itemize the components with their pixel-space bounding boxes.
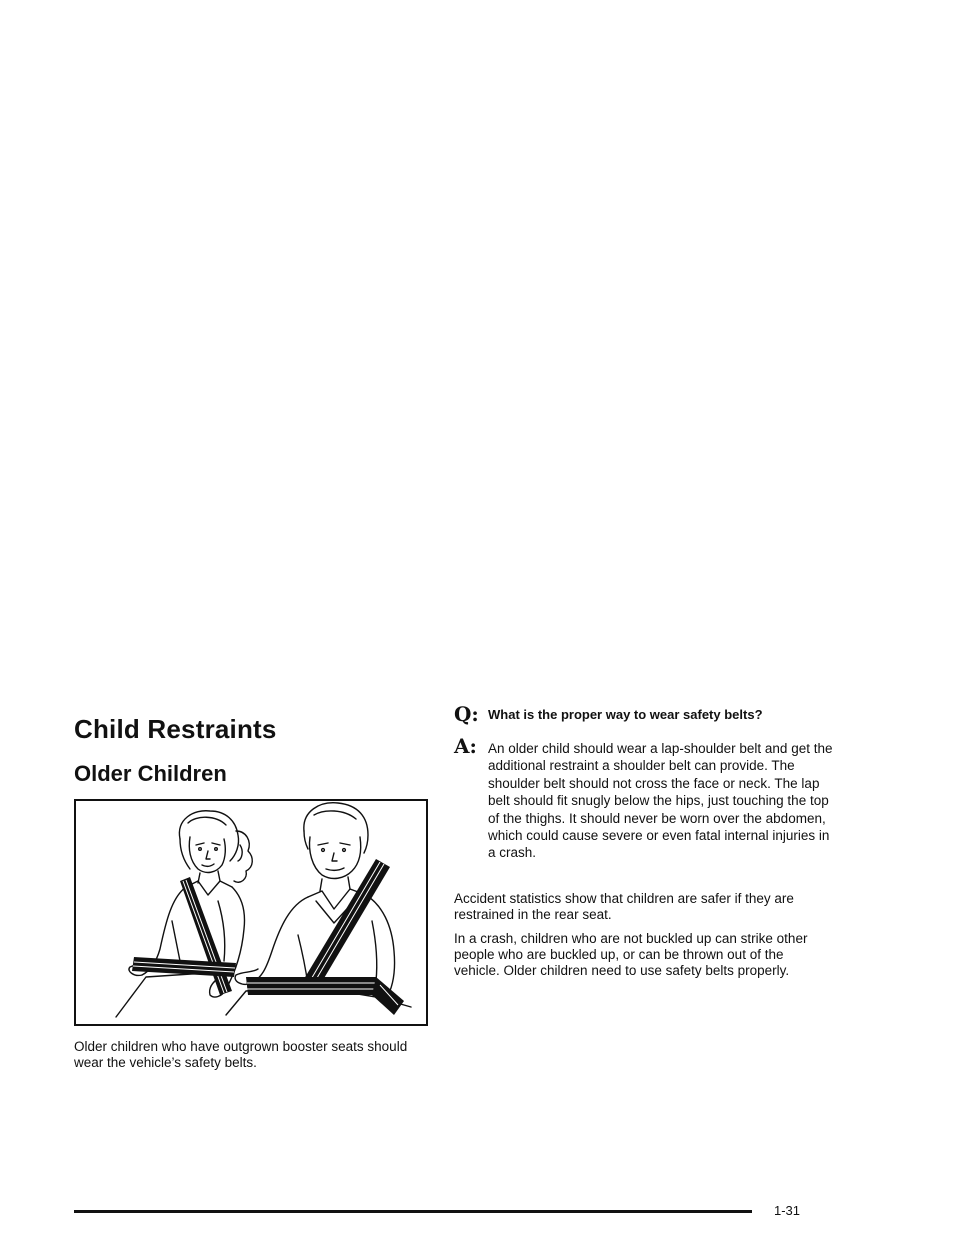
boy-hair — [304, 831, 308, 849]
boy-eye — [322, 849, 325, 852]
paragraph-crash-risk: In a crash, children who are not buckled up can strike other people who are buckled up, or can be thrown out of the vehicle. Older children need to use safety belts properly. — [454, 931, 808, 978]
illustration-drawing — [76, 801, 426, 1024]
girl-nose — [206, 851, 210, 859]
boy-nose — [332, 853, 337, 861]
girl-eyebrows — [196, 843, 220, 845]
girl-eye — [215, 848, 218, 851]
boy-eye — [343, 849, 346, 852]
page-number: 1-31 — [774, 1203, 801, 1218]
paragraph-accident-statistics: Accident statistics show that children are safer if they are restrained in the rear seat. — [454, 891, 794, 922]
boy-lap-belt — [246, 977, 404, 1015]
question-marker: Q: — [454, 702, 479, 726]
girl-eye — [199, 848, 202, 851]
girl-ponytail — [234, 831, 252, 882]
girl-hair — [180, 839, 190, 869]
boy-hair — [304, 803, 368, 853]
subsection-title: Older Children — [74, 761, 227, 786]
boy-mouth — [326, 868, 344, 870]
girl-hair — [188, 817, 226, 825]
boy-sweater-fold — [372, 921, 377, 981]
question-text: What is the proper way to wear safety belts? — [488, 707, 763, 722]
girl-hair — [179, 811, 238, 861]
girl-ponytail — [238, 845, 242, 861]
footer-rule — [74, 1210, 752, 1213]
girl-mouth — [202, 864, 214, 866]
seat-outline — [116, 973, 206, 1017]
illustration-caption: Older children who have outgrown booster seats should wear the vehicle’s safety belts. — [74, 1039, 408, 1070]
section-title: Child Restraints — [74, 714, 277, 744]
boy-eyebrows — [318, 843, 350, 845]
answer-marker: A: — [454, 734, 477, 758]
girl-shirt-fold — [218, 901, 225, 961]
boy-hair — [314, 811, 356, 819]
answer-text: An older child should wear a lap-shoulder belt and get the additional restraint a shoulder belt can provide. The shoulder belt should not cross the face or neck. The lap belt should fit snugly below the hips, just touching the top of the thighs. It should never be worn over the abdomen, which could cause severe or even fatal internal injuries in a crash. — [488, 741, 833, 861]
children-seatbelt-illustration — [74, 799, 428, 1026]
boy-face — [310, 837, 361, 878]
